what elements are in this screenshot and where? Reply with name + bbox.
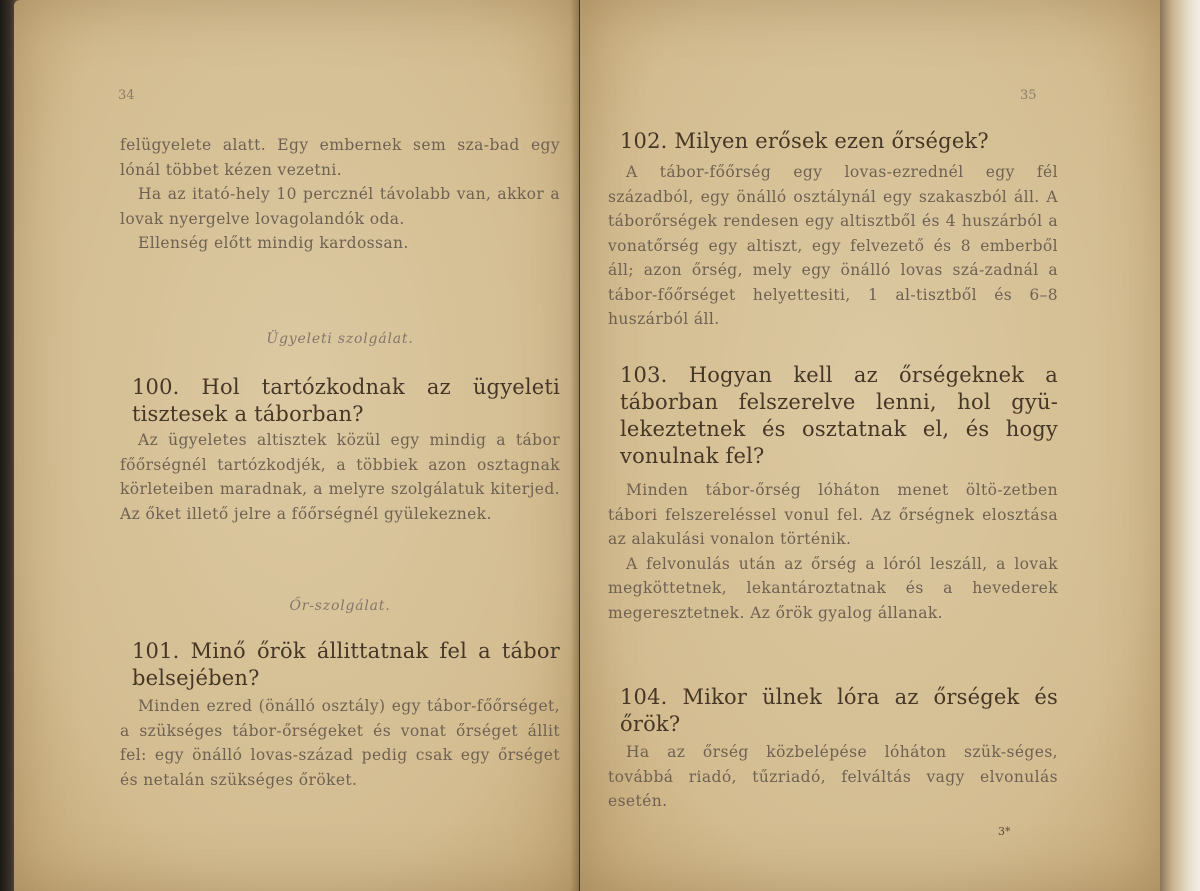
question-100-text <box>120 428 560 526</box>
question-100-heading: 100. Hol tartózkodnak az ügyeleti tisztesek a táborban? <box>132 375 560 426</box>
continuation-line-3: Ellenség előtt mindig kardossan. <box>138 234 409 252</box>
question-103-text <box>608 478 1058 625</box>
continuation-text <box>120 133 560 256</box>
printer-signature-mark: 3* <box>998 825 1011 838</box>
page-number-left: 34 <box>118 88 135 103</box>
question-104-text <box>608 740 1058 814</box>
question-100-paragraph: Az ügyeletes altisztek közül egy mindig a tábor főőrségnél tartózkodjék, a többiek azon osztagnak körleteiben maradnak, a melyre szolgálatuk kiterjed. Az őket illető jelre a főőrségnél gyülekeznek. <box>120 431 560 523</box>
continuation-line-2: Ha az itató-hely 10 percznél távolabb van, akkor a lovak nyergelve lovagolandók oda. <box>120 185 560 228</box>
question-104-heading: 104. Mikor ülnek lóra az őrségek és őrök? <box>620 685 1058 736</box>
question-104-paragraph: Ha az őrség közbelépése lóháton szük-séges, továbbá riadó, tűzriadó, felváltás vagy elvonulás esetén. <box>608 743 1058 810</box>
question-103-paragraph-2: A felvonulás után az őrség a lóról leszáll, a lovak megköttetnek, lekantároztatnak és a hevederek megeresztetnek. Az őrök gyalog állanak. <box>608 554 1058 622</box>
page-number-right: 35 <box>1020 88 1037 103</box>
question-101-heading: 101. Minő őrök állittatnak fel a tábor belsejében? <box>132 639 560 690</box>
continuation-line-1: felügyelete alatt. Egy embernek sem sza-bad egy lónál többet kézen vezetni. <box>120 136 560 179</box>
section-heading-duty: Ügyeleti szolgálat. <box>266 331 414 347</box>
question-102-paragraph: A tábor-főőrség egy lovas-ezrednél egy fél századból, egy önálló osztálynál egy szakaszból áll. A táborőrségek rendesen egy altisztből és 4 huszárból a vonatőrség egy altiszt, egy felvezető és 8 emberből áll; azon őrség, mely egy önálló lovas szá-zadnál a tábor-főőrséget helyettesiti, 1 al-tisztből és 6–8 huszárból áll. <box>608 163 1058 328</box>
section-heading-guard: Őr-szolgálat. <box>289 598 391 614</box>
question-103-paragraph-1: Minden tábor-őrség lóháton menet öltö-zetben tábori felszereléssel vonul fel. Az őrségnek elosztása az alakulási vonalon történik. <box>608 481 1058 548</box>
question-101-paragraph: Minden ezred (önálló osztály) egy tábor-főőrséget, a szükséges tábor-őrségeket és vonat őrséget állit fel: egy önálló lovas-század pedig csak egy őrséget és netalán szükséges őröket. <box>120 697 560 789</box>
page-stack-edge <box>1160 0 1200 891</box>
left-page <box>14 0 579 891</box>
question-102-heading: 102. Milyen erősek ezen őrségek? <box>620 129 989 153</box>
right-page <box>580 0 1165 891</box>
question-102-text <box>608 160 1058 332</box>
question-101-text <box>120 694 560 792</box>
question-103-heading: 103. Hogyan kell az őrségeknek a táborban felszerelve lenni, hol gyü-lekeztetnek és osztatnak el, és hogy vonulnak fel? <box>620 363 1058 468</box>
